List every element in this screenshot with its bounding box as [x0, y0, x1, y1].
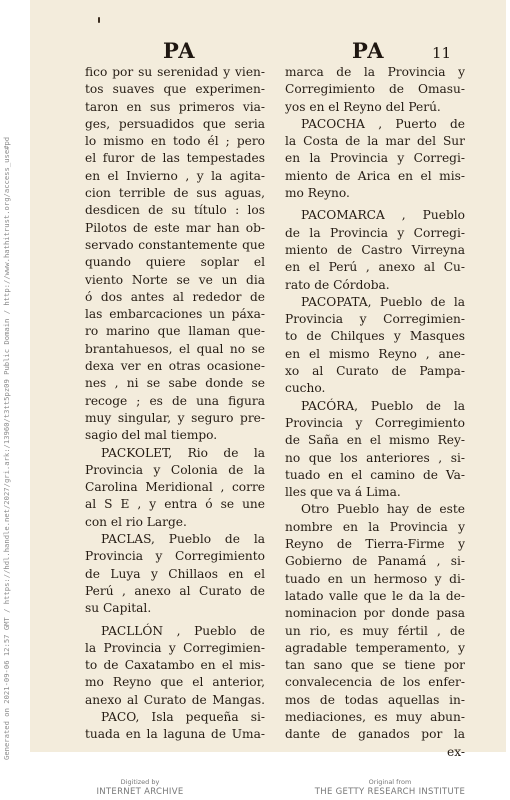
text-line: recoge ; es de una figura	[85, 393, 265, 408]
text-line: viento Norte se ve un dia	[85, 272, 265, 287]
text-line: nominacion por donde pasa	[285, 606, 465, 621]
running-head-right: PA	[352, 38, 385, 63]
right-column	[285, 64, 465, 761]
text-line: cucho.	[285, 381, 326, 396]
text-line: mo Reyno.	[285, 186, 350, 201]
text-line: nombre en la Provincia y	[285, 519, 465, 534]
text-line: miento de Arica en el mis-	[285, 168, 465, 183]
entry-heading-line: PACOPATA, Pueblo de la	[301, 294, 465, 309]
entry-heading-line: PACLLÓN , Pueblo de	[101, 623, 265, 638]
text-line: en el mismo Reyno , ane-	[285, 346, 465, 361]
text-line: miento de Castro Virreyna	[285, 242, 465, 257]
text-line: fico por su serenidad y vien-	[85, 65, 265, 79]
text-line: lo mismo en todo él ; pero	[85, 134, 265, 149]
text-line: de la Provincia y Corregi-	[285, 225, 465, 240]
text-line: su Capital.	[85, 601, 152, 616]
text-line: al S E , y entra ó se une	[85, 497, 265, 512]
text-line: lles que va á Lima.	[285, 485, 401, 500]
text-line: en el Invierno , y la agita-	[85, 168, 265, 183]
text-line: tuado en el camino de Va-	[285, 467, 465, 482]
footer-original-from	[270, 778, 510, 798]
text-line: en la Provincia y Corregi-	[285, 151, 465, 166]
entry-heading-line: PACLAS, Pueblo de la	[101, 532, 265, 547]
text-line: taron en sus primeros via-	[85, 99, 265, 114]
text-line: servado constantemente que	[85, 237, 265, 252]
entry-heading-line: PACOCHA , Puerto de	[301, 116, 465, 131]
footer-left-name: INTERNET ARCHIVE	[96, 787, 184, 797]
text-line: ó dos antes al rededor de	[85, 289, 265, 304]
text-line: sagio del mal tiempo.	[85, 428, 218, 443]
text-line: nes , ni se sabe donde se	[85, 376, 265, 391]
text-line: marca de la Provincia y	[285, 65, 465, 79]
text-line: ges, persuadidos que seria	[85, 116, 265, 131]
text-line: Pilotos de este mar han ob-	[85, 220, 265, 235]
side-note: Generated on 2021-09-06 12:57 GMT / https://hdl.handle.net/2027/gri.ark:/13960/t3tt5pz09 Public Domain / http://www.hathitrust.org/access_use#pd	[2, 136, 11, 760]
text-line: en el Perú , anexo al Cu-	[285, 260, 465, 275]
footer-left-caption: Digitized by	[120, 778, 160, 786]
text-line: to de Caxatambo en el mis-	[85, 658, 265, 673]
text-line: Carolina Meridional , corre	[85, 480, 265, 495]
text-line: tos suaves que experimen-	[85, 82, 265, 97]
entry-heading-line: PACÓRA, Pueblo de la	[301, 398, 465, 413]
text-line: cion terrible de sus aguas,	[85, 186, 265, 201]
text-line: mo Reyno que el anterior,	[85, 675, 265, 690]
text-line: las embarcaciones un páxa-	[85, 307, 265, 322]
text-line: anexo al Curato de Mangas.	[85, 692, 265, 707]
text-line: la Provincia y Corregimien-	[85, 640, 265, 655]
text-line: Provincia y Corregimiento	[285, 415, 465, 430]
text-line: ro marino que llaman que-	[85, 324, 265, 339]
text-line: Perú , anexo al Curato de	[85, 583, 265, 598]
text-line: dante de ganados por la	[285, 727, 465, 742]
text-line: de Luya y Chillaos en el	[85, 566, 265, 581]
text-line: xo al Curato de Pampa-	[285, 364, 465, 379]
left-column	[85, 64, 265, 744]
footer-digitized-by	[20, 778, 260, 798]
entry-heading-line: Otro Pueblo hay de este	[301, 502, 465, 517]
text-line: mos de todas aquellas in-	[285, 692, 465, 707]
text-line: to de Chilques y Masques	[285, 329, 465, 344]
text-line: convalecencia de los enfer-	[285, 675, 465, 690]
text-line: la Costa de la mar del Sur	[285, 134, 465, 149]
text-line: Reyno de Tierra-Firme y	[285, 537, 465, 552]
text-line: no que los anteriores , si-	[285, 450, 465, 465]
text-line: con el rio Large.	[85, 514, 187, 529]
footer-right-caption: Original from	[368, 778, 412, 786]
text-line: el furor de las tempestades	[85, 151, 265, 166]
text-line: yos en el Reyno del Perú.	[285, 99, 441, 114]
entry-heading-line: PACKOLET, Rio de la	[101, 445, 265, 460]
text-line: Provincia y Corregimien-	[285, 312, 465, 327]
text-line: de Saña en el mismo Rey-	[285, 433, 465, 448]
text-line: muy singular, y seguro pre-	[85, 410, 265, 425]
entry-heading-line: PACOMARCA , Pueblo	[301, 208, 465, 223]
text-line: brantahuesos, el qual no se	[85, 341, 265, 356]
text-line: latado valle que le da la de-	[285, 588, 465, 603]
text-line: desdicen de su título : los	[85, 203, 265, 218]
text-line: Gobierno de Panamá , si-	[285, 554, 465, 569]
ink-speck	[98, 17, 100, 23]
text-line: un rio, es muy fértil , de	[285, 623, 465, 638]
catchword: ex-	[447, 744, 465, 759]
text-line: tuado en un hermoso y di-	[285, 571, 465, 586]
text-line: Provincia y Colonia de la	[85, 462, 265, 477]
running-head-left: PA	[163, 38, 196, 63]
text-line: tan sano que se tiene por	[285, 658, 465, 673]
text-line: mediaciones, es muy abun-	[285, 709, 465, 724]
footer-right-name: THE GETTY RESEARCH INSTITUTE	[314, 787, 466, 797]
text-line: Corregimiento de Omasu-	[285, 82, 465, 97]
entry-heading-line: PACO, Isla pequeña si-	[101, 709, 265, 724]
text-line: tuada en la laguna de Uma-	[85, 727, 265, 742]
text-line: agradable temperamento, y	[285, 640, 465, 655]
text-line: rato de Córdoba.	[285, 277, 390, 292]
text-line: quando quiere soplar el	[85, 255, 265, 270]
page-number: 11	[432, 44, 452, 62]
text-line: dexa ver en otras ocasione-	[85, 359, 265, 374]
text-line: Provincia y Corregimiento	[85, 549, 265, 564]
